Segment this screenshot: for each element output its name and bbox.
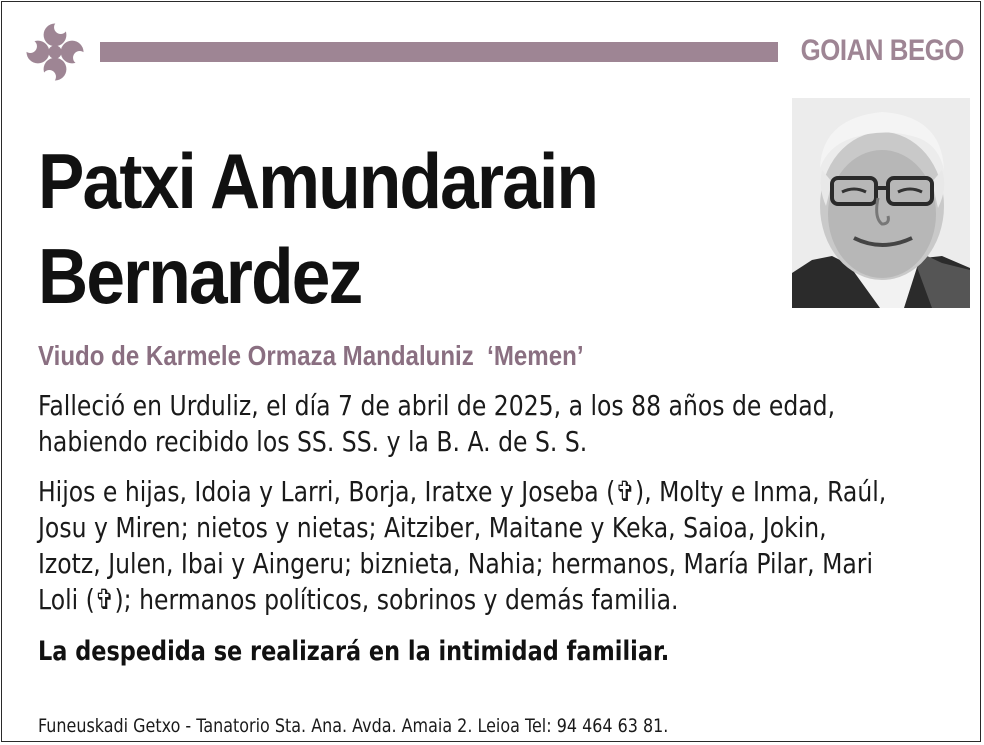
family-paragraph [38, 474, 945, 618]
death-notice-paragraph [38, 388, 945, 460]
family-line: Izotz, Julen, Ibai y Aingeru; biznieta, Nahia; hermanos, María Pilar, Mari [38, 547, 874, 580]
obituary-notice [1, 1, 981, 742]
lauburu-icon [16, 14, 94, 90]
name-line-2: Bernardez [38, 232, 362, 320]
section-label: GOIAN BEGO [800, 34, 964, 67]
death-notice-line: Falleció en Urduliz, el día 7 de abril de 2025, a los 88 años de edad, [38, 389, 836, 422]
name-line-1: Patxi Amundarain [38, 137, 598, 225]
deceased-name [38, 134, 697, 324]
family-line: Hijos e hijas, Idoia y Larri, Borja, Iratxe y Joseba (✞), Molty e Inma, Raúl, [38, 475, 887, 508]
family-line: Josu y Miren; nietos y nietas; Aitziber, Maitane y Keka, Saioa, Jokin, [38, 511, 827, 544]
funeral-home-footer: Funeuskadi Getxo - Tanatorio Sta. Ana. Avda. Amaia 2. Leioa Tel: 94 464 63 81. [38, 715, 669, 737]
spouse-subtitle: Viudo de Karmele Ormaza Mandaluniz ‘Memen’ [38, 340, 584, 371]
portrait-illustration [792, 98, 970, 308]
header-divider-bar [100, 42, 778, 62]
family-line: Loli (✞); hermanos políticos, sobrinos y demás familia. [38, 583, 679, 616]
portrait-photo [792, 98, 970, 308]
farewell-notice: La despedida se realizará en la intimidad familiar. [38, 636, 670, 667]
death-notice-line: habiendo recibido los SS. SS. y la B. A. de S. S. [38, 425, 588, 458]
